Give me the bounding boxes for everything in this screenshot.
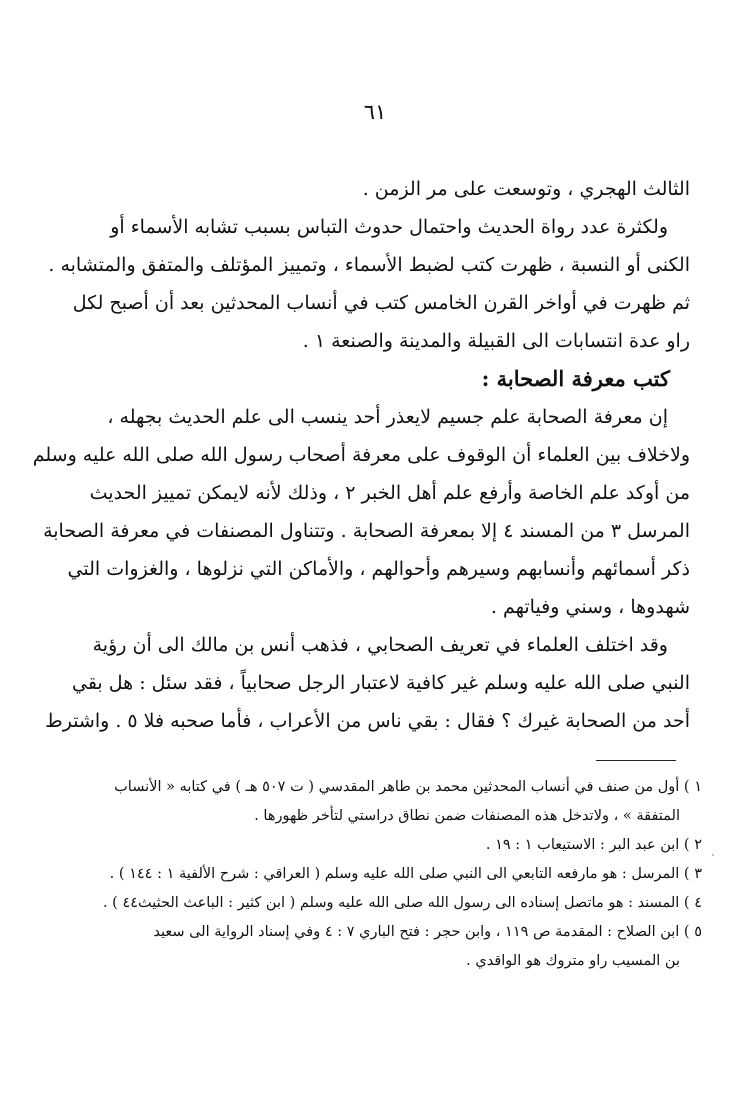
body-line: وقد اختلف العلماء في تعريف الصحابي ، فذهب أنس بن مالك الى أن رؤية xyxy=(92,634,668,656)
footnote-line: ٢ ) ابن عبد البر : الاستيعاب ١ : ١٩ . xyxy=(485,837,702,853)
body-line: ولاخلاف بين العلماء أن الوقوف على معرفة أصحاب رسول الله صلى الله عليه وسلم xyxy=(32,444,690,466)
page-number: ٦١ xyxy=(363,100,387,124)
footnote-divider xyxy=(596,760,676,761)
stray-mark: ٠ xyxy=(710,848,716,861)
footnote-line: المتفقة » ، ولاتدخل هذه المصنفات ضمن نطاق دراستي لتأخر ظهورها . xyxy=(254,808,680,824)
body-line: ثم ظهرت في أواخر القرن الخامس كتب في أنساب المحدثين بعد أن أصبح لكل xyxy=(72,292,690,314)
body-line: إن معرفة الصحابة علم جسيم لايعذر أحد ينسب الى علم الحديث بجهله ، xyxy=(107,406,668,428)
body-line: من أوكد علم الخاصة وأرفع علم أهل الخبر ٢ ، وذلك لأنه لايمكن تمييز الحديث xyxy=(89,482,690,504)
footnote-line: ١ ) أول من صنف في أنساب المحدثين محمد بن طاهر المقدسي ( ت ٥٠٧ هـ ) في كتابه « الأنساب xyxy=(114,779,702,795)
body-line: ولكثرة عدد رواة الحديث واحتمال حدوث التباس بسبب تشابه الأسماء أو xyxy=(110,216,668,238)
body-line: راو عدة انتسابات الى القبيلة والمدينة والصنعة ١ . xyxy=(302,330,690,352)
main-text xyxy=(32,170,690,740)
footnote-line: ٣ ) المرسل : هو مارفعه التابعي الى النبي صلى الله عليه وسلم ( العراقي : شرح الألفية ١ : ١٤٤ ) . xyxy=(109,866,702,882)
footnote-line: ٤ ) المسند : هو ماتصل إسناده الى رسول الله صلى الله عليه وسلم ( ابن كثير : الباعث الحثيث٤٤ ) . xyxy=(102,895,702,911)
footnote-line: بن المسيب راو متروك هو الواقدي . xyxy=(466,953,680,969)
footnote-line: ٥ ) ابن الصلاح : المقدمة ص ١١٩ ، وابن حجر : فتح الباري ٧ : ٤ وفي إسناد الرواية الى سعيد xyxy=(153,924,702,940)
section-heading: كتب معرفة الصحابة : xyxy=(481,366,670,391)
body-line: الكنى أو النسبة ، ظهرت كتب لضبط الأسماء ، وتمييز المؤتلف والمتفق والمتشابه . xyxy=(48,254,690,276)
body-line: أحد من الصحابة غيرك ؟ فقال : بقي ناس من الأعراب ، فأما صحبه فلا ٥ . واشترط xyxy=(45,710,690,732)
body-line: النبي صلى الله عليه وسلم غير كافية لاعتبار الرجل صحابياً ، فقد سئل : هل بقي xyxy=(71,672,690,694)
footnotes xyxy=(102,773,702,976)
body-line: ذكر أسمائهم وأنسابهم وسيرهم وأحوالهم ، والأماكن التي نزلوها ، والغزوات التي xyxy=(67,558,690,580)
body-line: شهدوها ، وسني وفياتهم . xyxy=(490,596,690,618)
body-line: الثالث الهجري ، وتوسعت على مر الزمن . xyxy=(362,178,690,200)
body-line: المرسل ٣ من المسند ٤ إلا بمعرفة الصحابة . وتتناول المصنفات في معرفة الصحابة xyxy=(43,520,690,542)
